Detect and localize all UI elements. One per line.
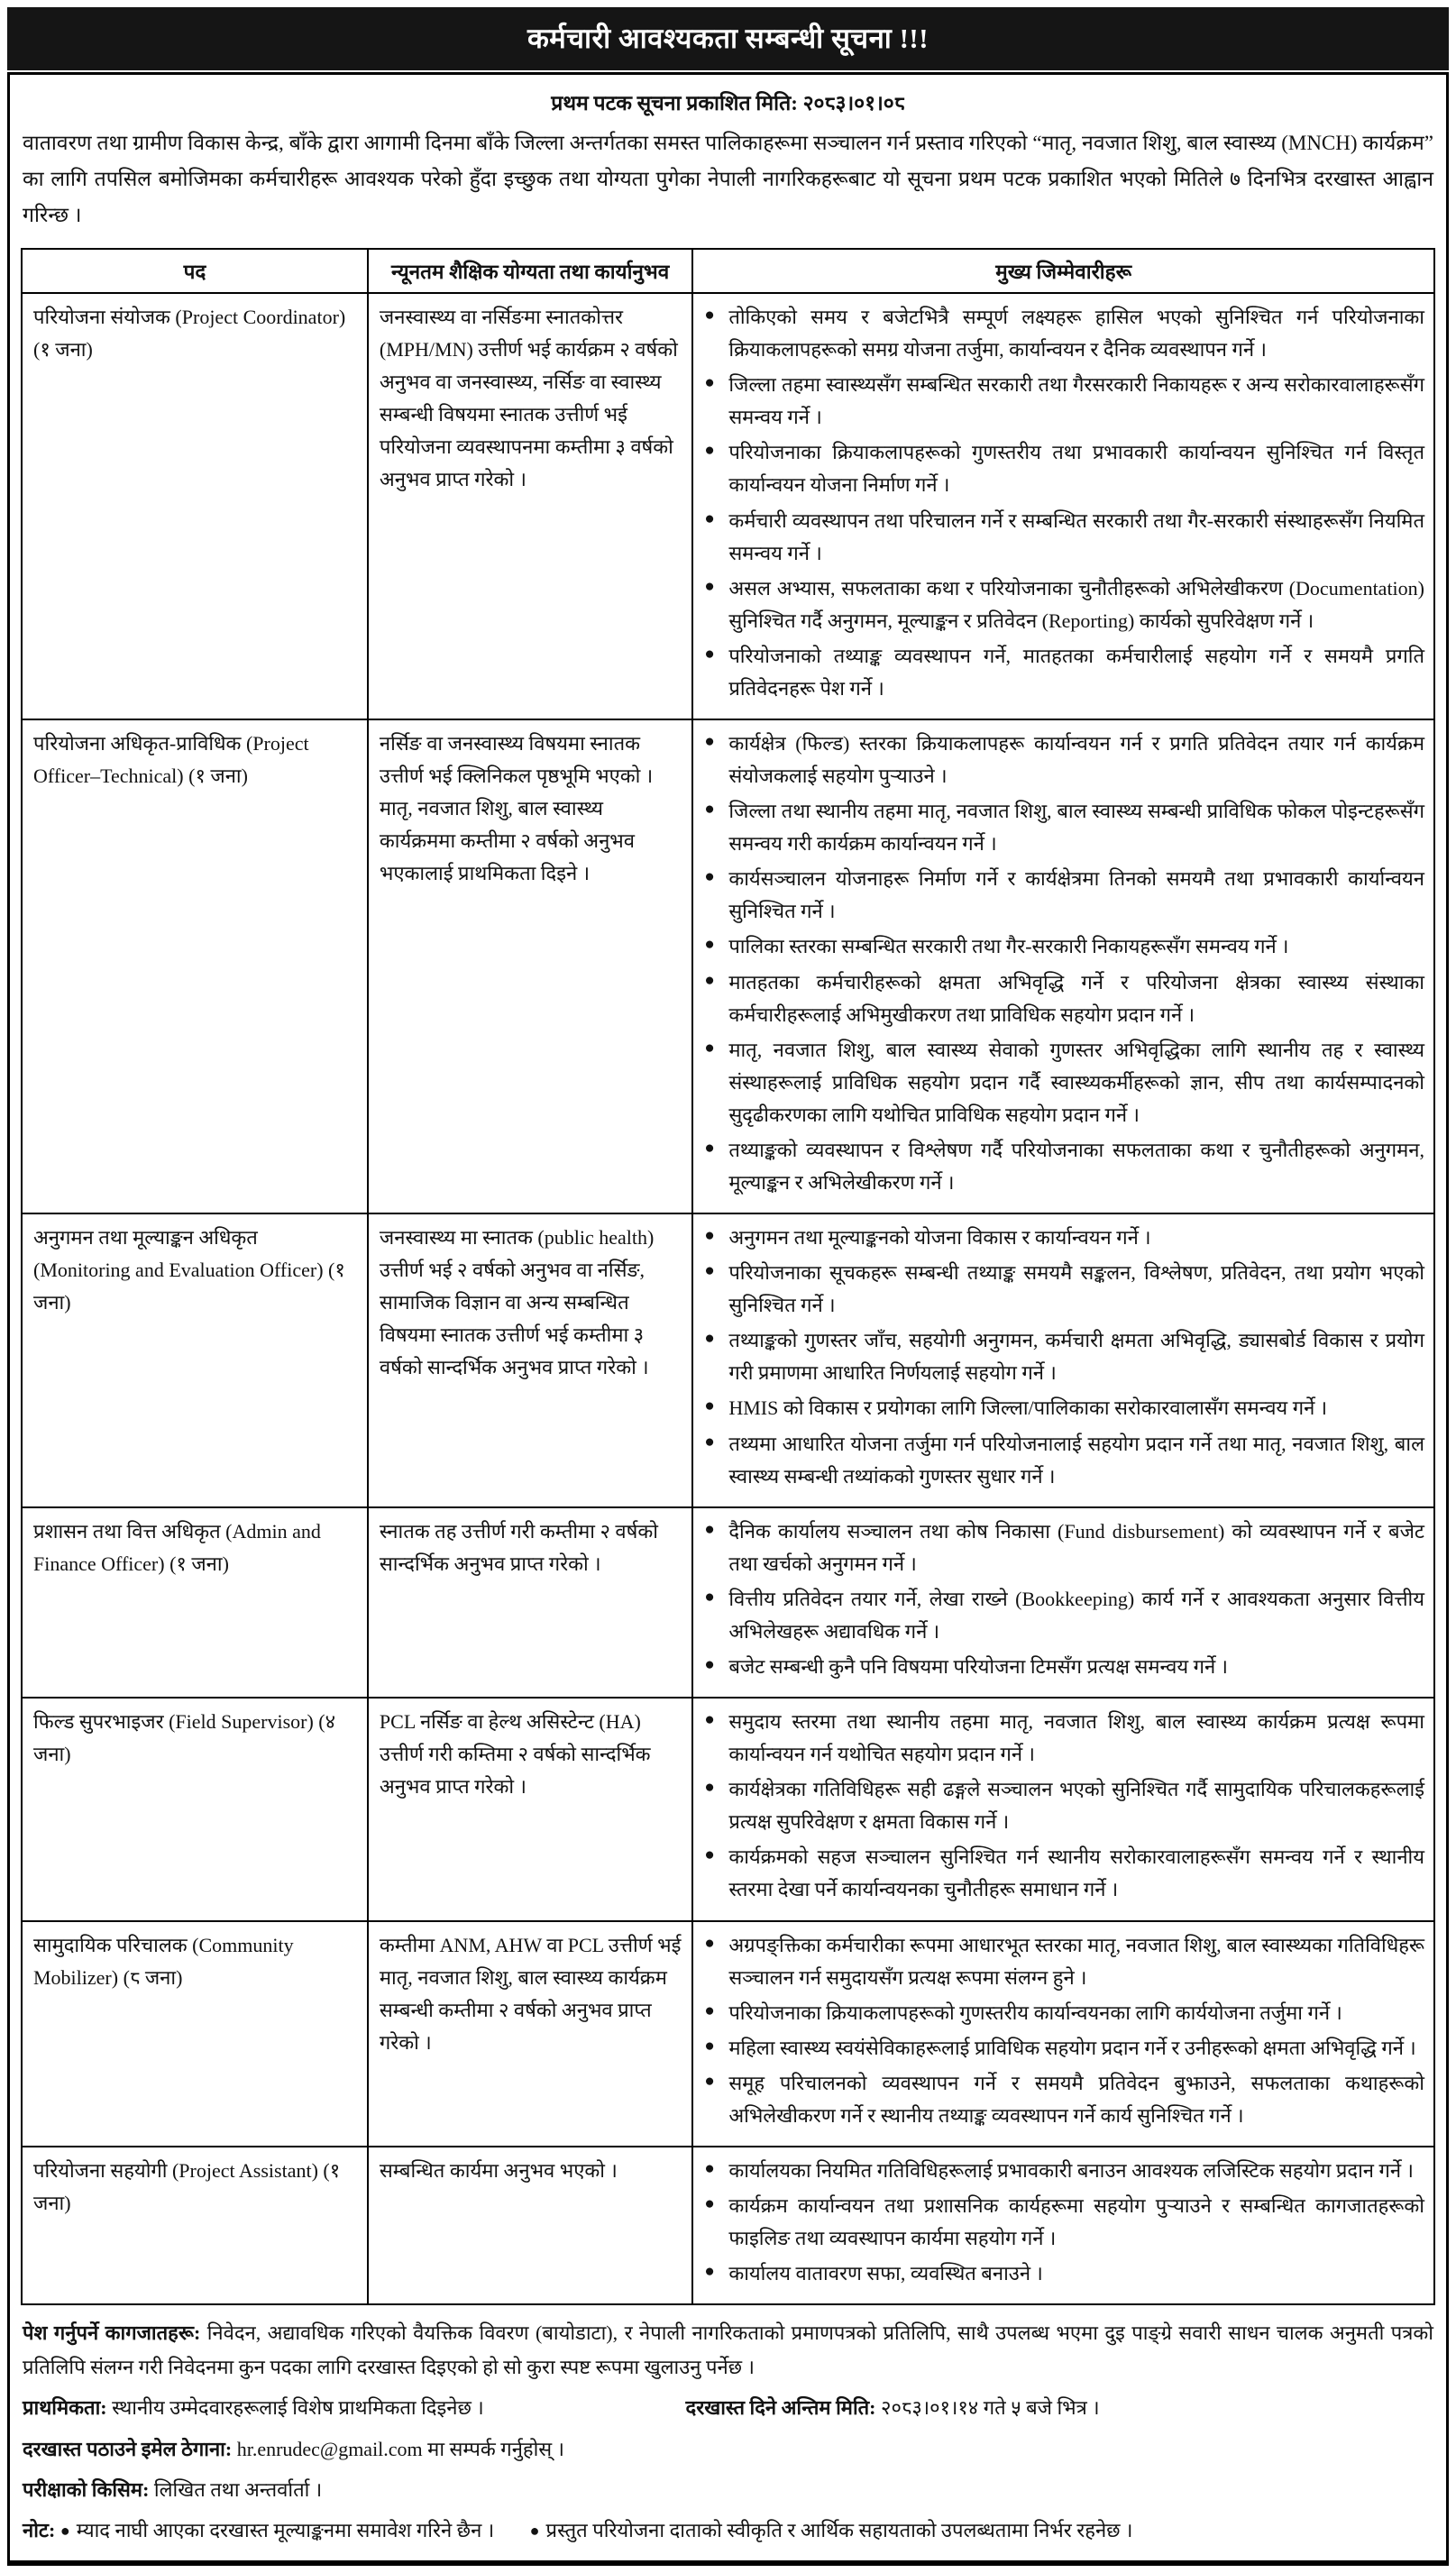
responsibility-item: ● दैनिक कार्यालय सञ्चालन तथा कोष निकासा (Fund disbursement) को व्यवस्थापन गर्ने र बजेट तथा खर्चको अनुगमन गर्ने ।	[704, 1515, 1424, 1580]
responsibilities-cell	[692, 1698, 1434, 1920]
qualification-cell: जनस्वास्थ्य मा स्नातक (public health) उत्तीर्ण भई २ वर्षको अनुभव वा नर्सिङ, सामाजिक विज्ञान वा अन्य सम्बन्धित विषयमा स्नातक उत्तीर्ण भई कम्तीमा ३ वर्षको सान्दर्भिक अनुभव प्राप्त गरेको ।	[368, 1213, 692, 1507]
responsibility-item: ● परियोजनाको तथ्याङ्क व्यवस्थापन गर्ने, मातहतका कर्मचारीलाई सहयोग गर्ने र समयमै प्रगति प्रतिवेदनहरू पेश गर्ने ।	[704, 640, 1424, 705]
vacancy-row	[22, 2147, 1434, 2304]
responsibility-item: ● परियोजनाका सूचकहरू सम्बन्धी तथ्याङ्क समयमै सङ्कलन, विश्लेषण, प्रतिवेदन, तथा प्रयोग भएको सुनिश्चित गर्ने ।	[704, 1257, 1424, 1322]
email-line	[23, 2432, 1433, 2466]
qualification-cell: PCL नर्सिङ वा हेल्थ असिस्टेन्ट (HA) उत्तीर्ण गरी कम्तिमा २ वर्षको सान्दर्भिक अनुभव प्राप्त गरेको ।	[368, 1698, 692, 1920]
notice-page	[7, 7, 1449, 2566]
responsibility-item: ● पालिका स्तरका सम्बन्धित सरकारी तथा गैर-सरकारी निकायहरूसँग समन्वय गर्ने ।	[704, 930, 1424, 963]
qualification-cell: सम्बन्धित कार्यमा अनुभव भएको ।	[368, 2147, 692, 2304]
responsibilities-cell	[692, 1213, 1434, 1507]
published-date-line: प्रथम पटक सूचना प्रकाशित मिति: २०८३।०१।०८	[551, 92, 905, 114]
vacancy-row	[22, 293, 1434, 719]
responsibilities-list	[704, 1706, 1424, 1906]
notice-title: कर्मचारी आवश्यकता सम्बन्धी सूचना !!!	[527, 23, 929, 54]
responsibility-item: ● अग्रपङ्क्तिका कर्मचारीका रूपमा आधारभूत स्तरका मातृ, नवजात शिशु, बाल स्वास्थ्यका गतिविधिहरू सञ्चालन गर्न समुदायसँग प्रत्यक्ष रूपमा संलग्न हुने ।	[704, 1929, 1424, 1994]
header-row	[22, 249, 1434, 293]
responsibilities-list	[704, 1515, 1424, 1683]
responsibility-item: ● कर्मचारी व्यवस्थापन तथा परिचालन गर्ने र सम्बन्धित सरकारी तथा गैर-सरकारी संस्थाहरूसँग नियमित समन्वय गर्ने ।	[704, 505, 1424, 570]
position-cell: फिल्ड सुपरभाइजर (Field Supervisor) (४ जना)	[22, 1698, 368, 1920]
vacancy-row	[22, 1507, 1434, 1698]
responsibility-item: ● परियोजनाका क्रियाकलापहरूको गुणस्तरीय तथा प्रभावकारी कार्यान्वयन सुनिश्चित गर्न विस्तृत कार्यान्वयन योजना निर्माण गर्ने ।	[704, 436, 1424, 501]
responsibility-item: ● जिल्ला तथा स्थानीय तहमा मातृ, नवजात शिशु, बाल स्वास्थ्य सम्बन्धी प्राविधिक फोकल पोइन्टहरूसँग समन्वय गरी कार्यक्रम कार्यान्वयन गर्ने ।	[704, 795, 1424, 860]
responsibility-item: ● कार्यालयका नियमित गतिविधिहरूलाई प्रभावकारी बनाउन आवश्यक लजिस्टिक सहयोग प्रदान गर्ने ।	[704, 2155, 1424, 2187]
responsibility-item: ● अनुगमन तथा मूल्याङ्कनको योजना विकास र कार्यान्वयन गर्ने ।	[704, 1222, 1424, 1254]
position-cell: अनुगमन तथा मूल्याङ्कन अधिकृत (Monitoring and Evaluation Officer) (१ जना)	[22, 1213, 368, 1507]
responsibility-item: ● कार्यक्षेत्रका गतिविधिहरू सही ढङ्गले सञ्चालन भएको सुनिश्चित गर्दै सामुदायिक परिचालकहरूलाई प्रत्यक्ष सुपरिवेक्षण र क्षमता विकास गर्ने ।	[704, 1773, 1424, 1838]
position-cell: सामुदायिक परिचालक (Community Mobilizer) (८ जना)	[22, 1921, 368, 2147]
responsibility-item: ● कार्यसञ्चालन योजनाहरू निर्माण गर्ने र कार्यक्षेत्रमा तिनको समयमै तथा प्रभावकारी कार्यान्वयन सुनिश्चित गर्ने ।	[704, 863, 1424, 928]
responsibilities-cell	[692, 2147, 1434, 2304]
note-line	[23, 2513, 1433, 2547]
qualification-cell: स्नातक तह उत्तीर्ण गरी कम्तीमा २ वर्षको सान्दर्भिक अनुभव प्राप्त गरेको ।	[368, 1507, 692, 1698]
responsibility-item: ● समूह परिचालनको व्यवस्थापन गर्ने र समयमै प्रतिवेदन बुझाउने, सफलताका कथाहरूको अभिलेखीकरण गर्ने र स्थानीय तथ्याङ्क व्यवस्थापन गर्ने कार्य सुनिश्चित गर्ने ।	[704, 2067, 1424, 2132]
responsibility-item: ● बजेट सम्बन्धी कुनै पनि विषयमा परियोजना टिमसँग प्रत्यक्ष समन्वय गर्ने ।	[704, 1651, 1424, 1683]
column-header-responsibilities: मुख्य जिम्मेवारीहरू	[692, 249, 1434, 293]
responsibility-item: ● कार्यालय वातावरण सफा, व्यवस्थित बनाउने ।	[704, 2257, 1424, 2290]
exam-type-text: लिखित तथा अन्तर्वार्ता ।	[153, 2477, 323, 2501]
note-item-text: प्रस्तुत परियोजना दाताको स्वीकृति र आर्थिक सहायताको उपलब्धतामा निर्भर रहनेछ ।	[545, 2519, 1133, 2542]
responsibilities-list	[704, 2155, 1424, 2290]
footer-notes	[23, 2316, 1433, 2547]
responsibility-item: ● तोकिएको समय र बजेटभित्रै सम्पूर्ण लक्ष्यहरू हासिल भएको सुनिश्चित गर्न परियोजनाका क्रियाकलापहरूको समग्र योजना तर्जुमा, कार्यान्वयन र दैनिक व्यवस्थापन गर्ने ।	[704, 301, 1424, 366]
column-header-qualification: न्यूनतम शैक्षिक योग्यता तथा कार्यानुभव	[368, 249, 692, 293]
responsibilities-cell	[692, 719, 1434, 1213]
position-cell: परियोजना सहयोगी (Project Assistant) (१ जना)	[22, 2147, 368, 2304]
documents-required-text: निवेदन, अद्यावधिक गरिएको वैयक्तिक विवरण (बायोडाटा), र नेपाली नागरिकताको प्रमाणपत्रको प्रतिलिपि, साथै उपलब्ध भएमा दुइ पाङ्ग्रे सवारी साधन चालक अनुमती पत्रको प्रतिलिपि संलग्न गरी निवेदनमा कुन पदका लागि दरखास्त दिइएको हो सो कुरा स्पष्ट रूपमा खुलाउनु पर्नेछ ।	[23, 2321, 1433, 2378]
qualification-cell: जनस्वास्थ्य वा नर्सिङमा स्नातकोत्तर (MPH/MN) उत्तीर्ण भई कार्यक्रम २ वर्षको अनुभव वा जनस्वास्थ्य, नर्सिङ वा स्वास्थ्य सम्बन्धी विषयमा स्नातक उत्तीर्ण भई परियोजना व्यवस्थापनमा कम्तीमा ३ वर्षको अनुभव प्राप्त गरेको ।	[368, 293, 692, 719]
responsibility-item: ● महिला स्वास्थ्य स्वयंसेविकाहरूलाई प्राविधिक सहयोग प्रदान गर्ने र उनीहरूको क्षमता अभिवृद्धि गर्ने ।	[704, 2032, 1424, 2065]
priority-note	[23, 2391, 686, 2424]
note-item	[530, 2519, 1133, 2541]
responsibilities-list	[704, 728, 1424, 1199]
qualification-cell: नर्सिङ वा जनस्वास्थ्य विषयमा स्नातक उत्तीर्ण भई क्लिनिकल पृष्ठभूमि भएको । मातृ, नवजात शिशु, बाल स्वास्थ्य कार्यक्रममा कम्तीमा २ वर्षको अनुभव भएकालाई प्राथमिकता दिइने ।	[368, 719, 692, 1213]
vacancy-table	[21, 248, 1435, 2305]
responsibility-item: ● तथ्यमा आधारित योजना तर्जुमा गर्न परियोजनालाई सहयोग प्रदान गर्ने तथा मातृ, नवजात शिशु, बाल स्वास्थ्य सम्बन्धी तथ्यांकको गुणस्तर सुधार गर्ने ।	[704, 1428, 1424, 1493]
responsibility-item: ● कार्यक्रम कार्यान्वयन तथा प्रशासनिक कार्यहरूमा सहयोग पुऱ्याउने र सम्बन्धित कागजातहरूको फाइलिङ तथा व्यवस्थापन कार्यमा सहयोग गर्ने ।	[704, 2190, 1424, 2255]
email-label: दरखास्त पठाउने इमेल ठेगाना:	[23, 2437, 233, 2460]
responsibility-item: ● तथ्याङ्कको व्यवस्थापन र विश्लेषण गर्दै परियोजनाका सफलताका कथा र चुनौतीहरूको अनुगमन, मूल्याङ्कन र अभिलेखीकरण गर्ने ।	[704, 1134, 1424, 1199]
responsibility-item: ● कार्यक्रमको सहज सञ्चालन सुनिश्चित गर्न स्थानीय सरोकारवालाहरूसँग समन्वय गर्ने र स्थानीय स्तरमा देखा पर्ने कार्यान्वयनका चुनौतीहरू समाधान गर्ने ।	[704, 1841, 1424, 1906]
note-item	[60, 2519, 494, 2541]
notice-title-band	[7, 7, 1449, 70]
bullet-icon: ●	[60, 2522, 70, 2541]
priority-deadline-line	[23, 2391, 1433, 2424]
notice-body	[7, 72, 1449, 2566]
email-text: hr.enrudec@gmail.com मा सम्पर्क गर्नुहोस् ।	[236, 2437, 564, 2460]
responsibility-item: ● जिल्ला तहमा स्वास्थ्यसँग सम्बन्धित सरकारी तथा गैरसरकारी निकायहरू र अन्य सरोकारवालाहरूसँग समन्वय गर्ने ।	[704, 369, 1424, 434]
vacancy-table-body	[22, 293, 1434, 2304]
responsibility-item: ● असल अभ्यास, सफलताका कथा र परियोजनाका चुनौतीहरूको अभिलेखीकरण (Documentation) सुनिश्चित गर्दै अनुगमन, मूल्याङ्कन र प्रतिवेदन (Reporting) कार्यको सुपरिवेक्षण गर्ने ।	[704, 572, 1424, 637]
note-label: नोट:	[23, 2519, 56, 2542]
responsibility-item: ● वित्तीय प्रतिवेदन तयार गर्ने, लेखा राख्ने (Bookkeeping) कार्य गर्ने र आवश्यकता अनुसार वित्तीय अभिलेखहरू अद्यावधिक गर्ने ।	[704, 1583, 1424, 1648]
responsibilities-list	[704, 301, 1424, 705]
responsibilities-cell	[692, 293, 1434, 719]
responsibility-item: ● कार्यक्षेत्र (फिल्ड) स्तरका क्रियाकलापहरू कार्यान्वयन गर्न र प्रगति प्रतिवेदन तयार गर्न कार्यक्रम संयोजकलाई सहयोग पुऱ्याउने ।	[704, 728, 1424, 792]
responsibilities-list	[704, 1929, 1424, 2132]
responsibility-item: ● परियोजनाका क्रियाकलापहरूको गुणस्तरीय कार्यान्वयनका लागि कार्ययोजना तर्जुमा गर्ने ।	[704, 1997, 1424, 2029]
vacancy-row	[22, 1921, 1434, 2147]
deadline-note	[686, 2391, 1100, 2424]
vacancy-row	[22, 1698, 1434, 1920]
intro-paragraph: वातावरण तथा ग्रामीण विकास केन्द्र, बाँके द्वारा आगामी दिनमा बाँके जिल्ला अन्तर्गतका समस्त पालिकाहरूमा सञ्चालन गर्न प्रस्ताव गरिएको “मातृ, नवजात शिशु, बाल स्वास्थ्य (MNCH) कार्यक्रम” का लागि तपसिल बमोजिमका कर्मचारीहरू आवश्यक परेको हुँदा इच्छुक तथा योग्यता पुगेका नेपाली नागरिकहरूबाट यो सूचना प्रथम पटक प्रकाशित भएको मितिले ७ दिनभित्र दरखास्त आह्वान गरिन्छ ।	[23, 132, 1433, 227]
responsibilities-list	[704, 1222, 1424, 1493]
note-item-text: म्याद नाघी आएका दरखास्त मूल्याङ्कनमा समावेश गरिने छैन ।	[76, 2519, 495, 2542]
position-cell: परियोजना संयोजक (Project Coordinator) (१ जना)	[22, 293, 368, 719]
responsibility-item: ● तथ्याङ्कको गुणस्तर जाँच, सहयोगी अनुगमन, कर्मचारी क्षमता अभिवृद्धि, ड्यासबोर्ड विकास र प्रयोग गरी प्रमाणमा आधारित निर्णयलाई सहयोग गर्ने ।	[704, 1324, 1424, 1389]
responsibility-item: ● समुदाय स्तरमा तथा स्थानीय तहमा मातृ, नवजात शिशु, बाल स्वास्थ्य कार्यक्रम प्रत्यक्ष रूपमा कार्यान्वयन गर्न यथोचित सहयोग प्रदान गर्ने ।	[704, 1706, 1424, 1771]
vacancy-row	[22, 719, 1434, 1213]
vacancy-table-header	[22, 249, 1434, 293]
responsibilities-cell	[692, 1921, 1434, 2147]
responsibility-item: ● मातृ, नवजात शिशु, बाल स्वास्थ्य सेवाको गुणस्तर अभिवृद्धिका लागि स्थानीय तह र स्वास्थ्य संस्थाहरूलाई प्राविधिक सहयोग प्रदान गर्दै स्वास्थ्यकर्मीहरूको ज्ञान, सीप तथा कार्यसम्पादनको सुदृढीकरणका लागि यथोचित प्राविधिक सहयोग प्रदान गर्ने ।	[704, 1034, 1424, 1131]
deadline-text: २०८३।०१।१४ गते ५ बजे भित्र ।	[881, 2396, 1100, 2420]
position-cell: परियोजना अधिकृत-प्राविधिक (Project Officer–Technical) (१ जना)	[22, 719, 368, 1213]
documents-required-label: पेश गर्नुपर्ने कागजातहरू:	[23, 2321, 201, 2345]
exam-type-line	[23, 2473, 1433, 2506]
deadline-label: दरखास्त दिने अन्तिम मिति:	[685, 2396, 876, 2420]
qualification-cell: कम्तीमा ANM, AHW वा PCL उत्तीर्ण भई मातृ, नवजात शिशु, बाल स्वास्थ्य कार्यक्रम सम्बन्धी कम्तीमा २ वर्षको अनुभव प्राप्त गरेको ।	[368, 1921, 692, 2147]
priority-label: प्राथमिकता:	[23, 2396, 107, 2420]
exam-type-label: परीक्षाको किसिम:	[23, 2477, 150, 2501]
responsibilities-cell	[692, 1507, 1434, 1698]
priority-text: स्थानीय उम्मेदवारहरूलाई विशेष प्राथमिकता दिइनेछ ।	[112, 2396, 484, 2420]
bullet-icon: ●	[529, 2522, 540, 2541]
responsibility-item: ● HMIS को विकास र प्रयोगका लागि जिल्ला/पालिकाका सरोकारवालासँग समन्वय गर्ने ।	[704, 1392, 1424, 1424]
column-header-position: पद	[22, 249, 368, 293]
position-cell: प्रशासन तथा वित्त अधिकृत (Admin and Finance Officer) (१ जना)	[22, 1507, 368, 1698]
documents-required-line	[23, 2316, 1433, 2384]
vacancy-row	[22, 1213, 1434, 1507]
responsibility-item: ● मातहतका कर्मचारीहरूको क्षमता अभिवृद्धि गर्ने र परियोजना क्षेत्रका स्वास्थ्य संस्थाका कर्मचारीहरूलाई अभिमुखीकरण तथा प्राविधिक सहयोग प्रदान गर्ने ।	[704, 966, 1424, 1031]
